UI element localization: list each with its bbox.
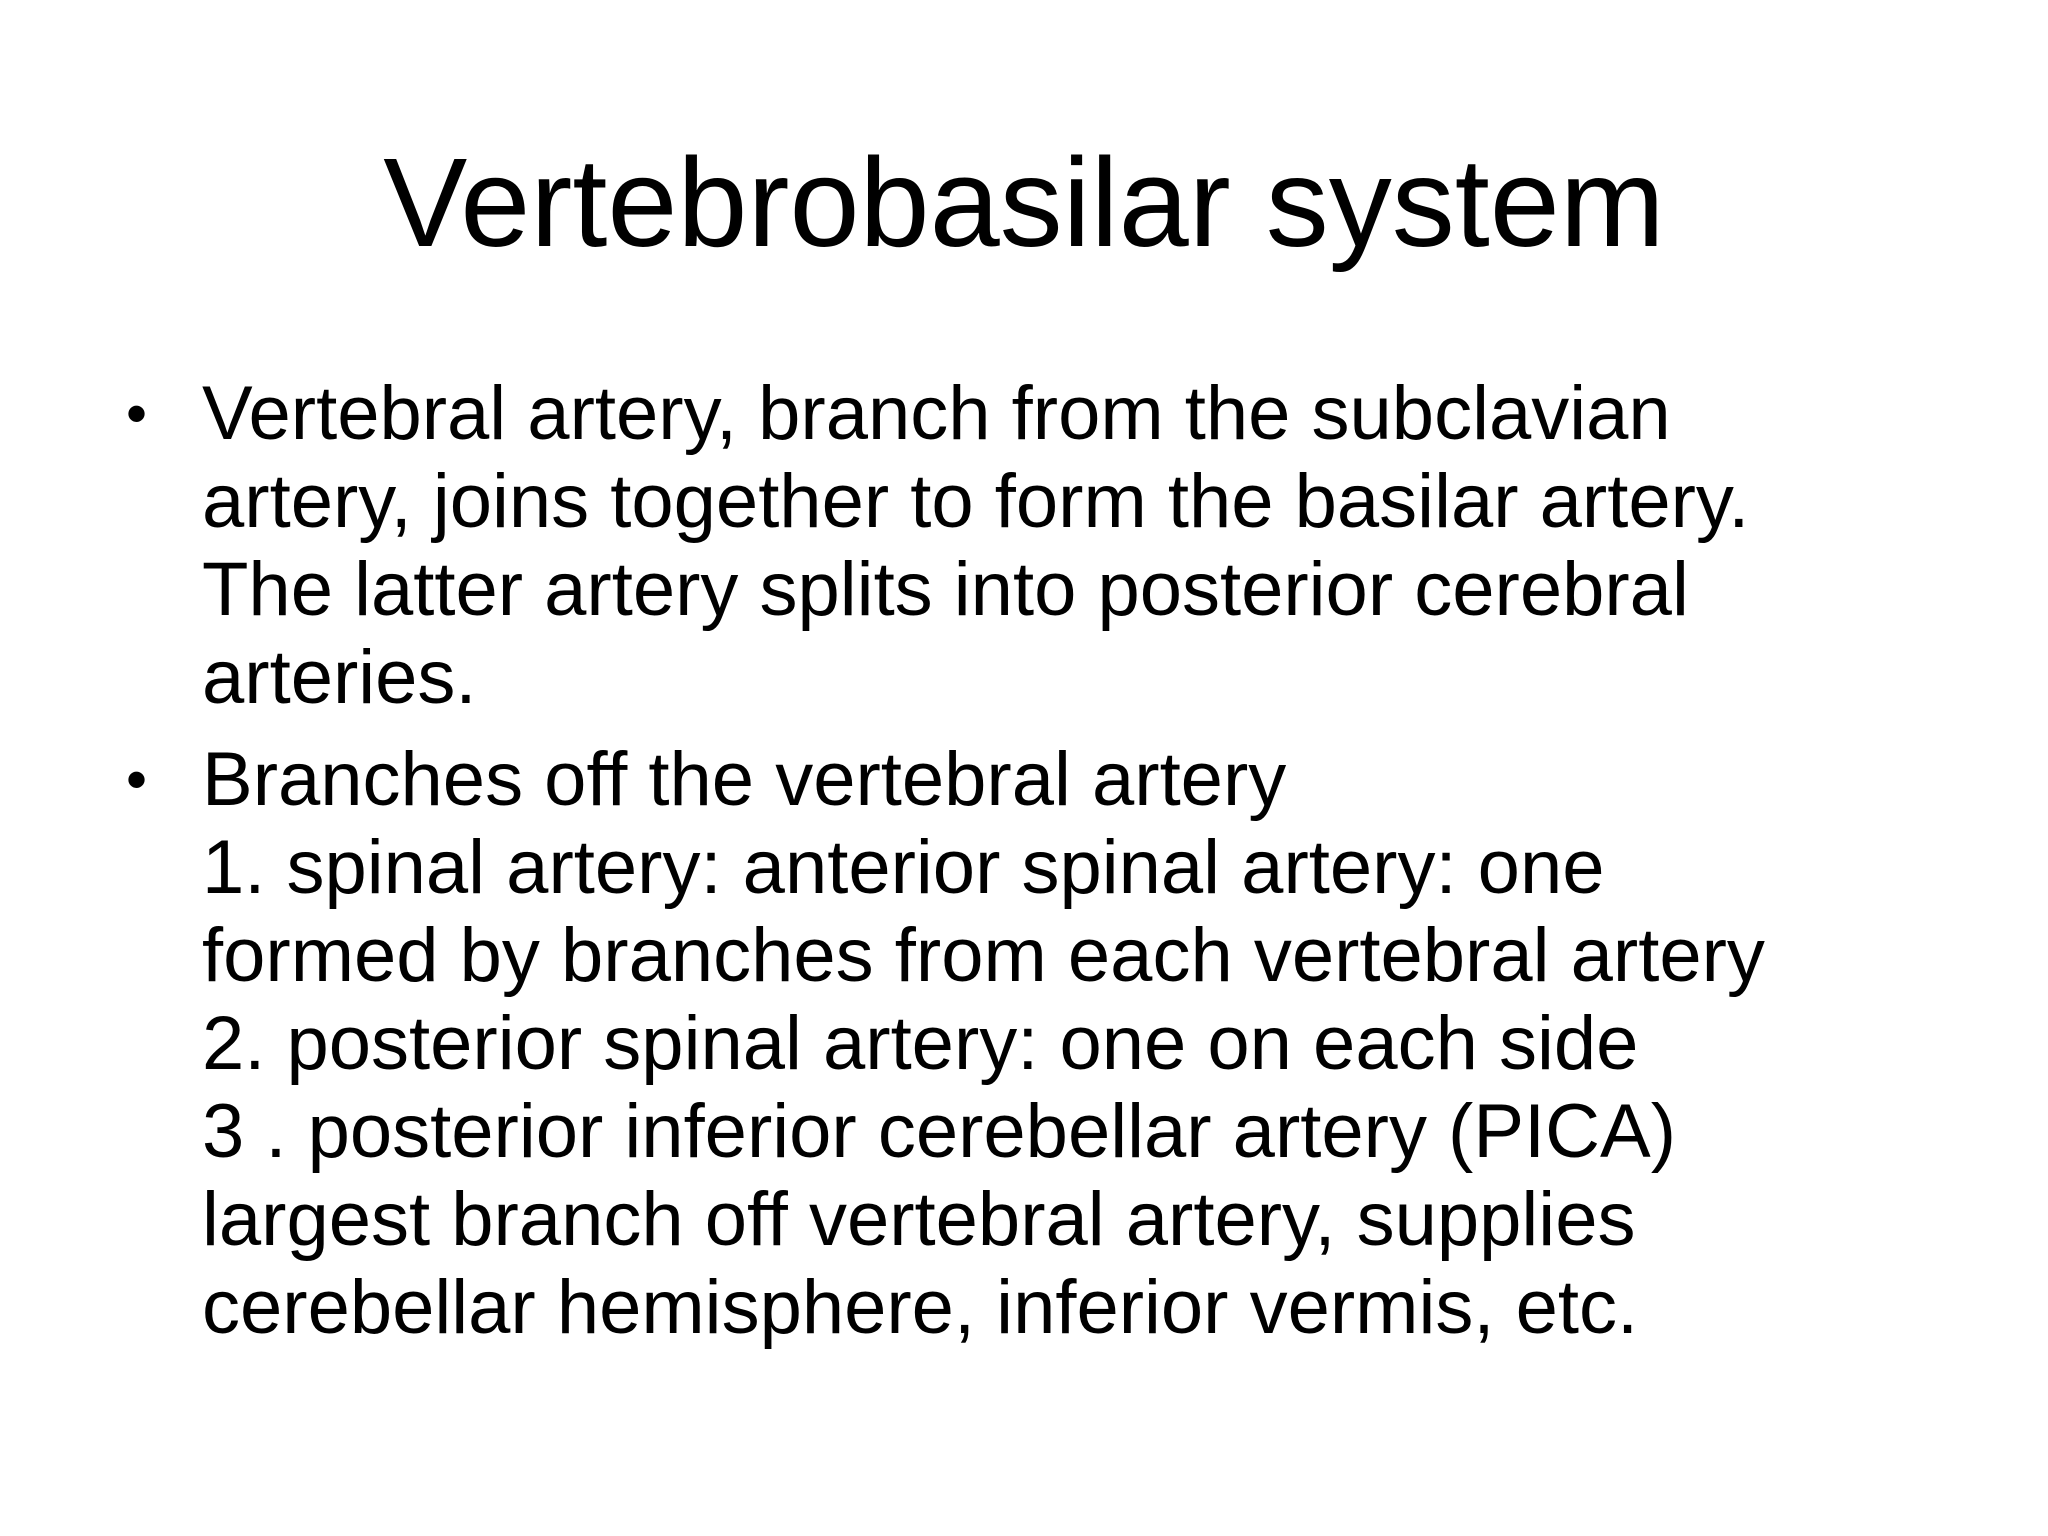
bullet-list xyxy=(126,370,1902,1366)
bullet-text-line: artery, joins together to form the basilar artery. xyxy=(202,459,1750,544)
bullet-text-line: 3 . posterior inferior cerebellar artery (PICA) xyxy=(202,1089,1677,1174)
bullet-text-line: arteries. xyxy=(202,635,477,720)
bullet-text-line: 1. spinal artery: anterior spinal artery: one xyxy=(202,825,1605,910)
bullet-text-line: 2. posterior spinal artery: one on each side xyxy=(202,1001,1639,1086)
bullet-text-line: formed by branches from each vertebral artery xyxy=(202,913,1765,998)
bullet-text-line: cerebellar hemisphere, inferior vermis, etc. xyxy=(202,1265,1639,1350)
bullet-text-line: The latter artery splits into posterior cerebral xyxy=(202,547,1689,632)
bullet-icon: • xyxy=(126,380,148,447)
bullet-text-line: Branches off the vertebral artery xyxy=(202,737,1287,822)
bullet-text-line: Vertebral artery, branch from the subclavian xyxy=(202,371,1671,456)
bullet-text-line: largest branch off vertebral artery, supplies xyxy=(202,1177,1636,1262)
bullet-item xyxy=(126,370,1902,722)
bullet-item xyxy=(126,736,1902,1352)
bullet-icon: • xyxy=(126,746,148,813)
slide-title: Vertebrobasilar system xyxy=(383,132,1665,273)
